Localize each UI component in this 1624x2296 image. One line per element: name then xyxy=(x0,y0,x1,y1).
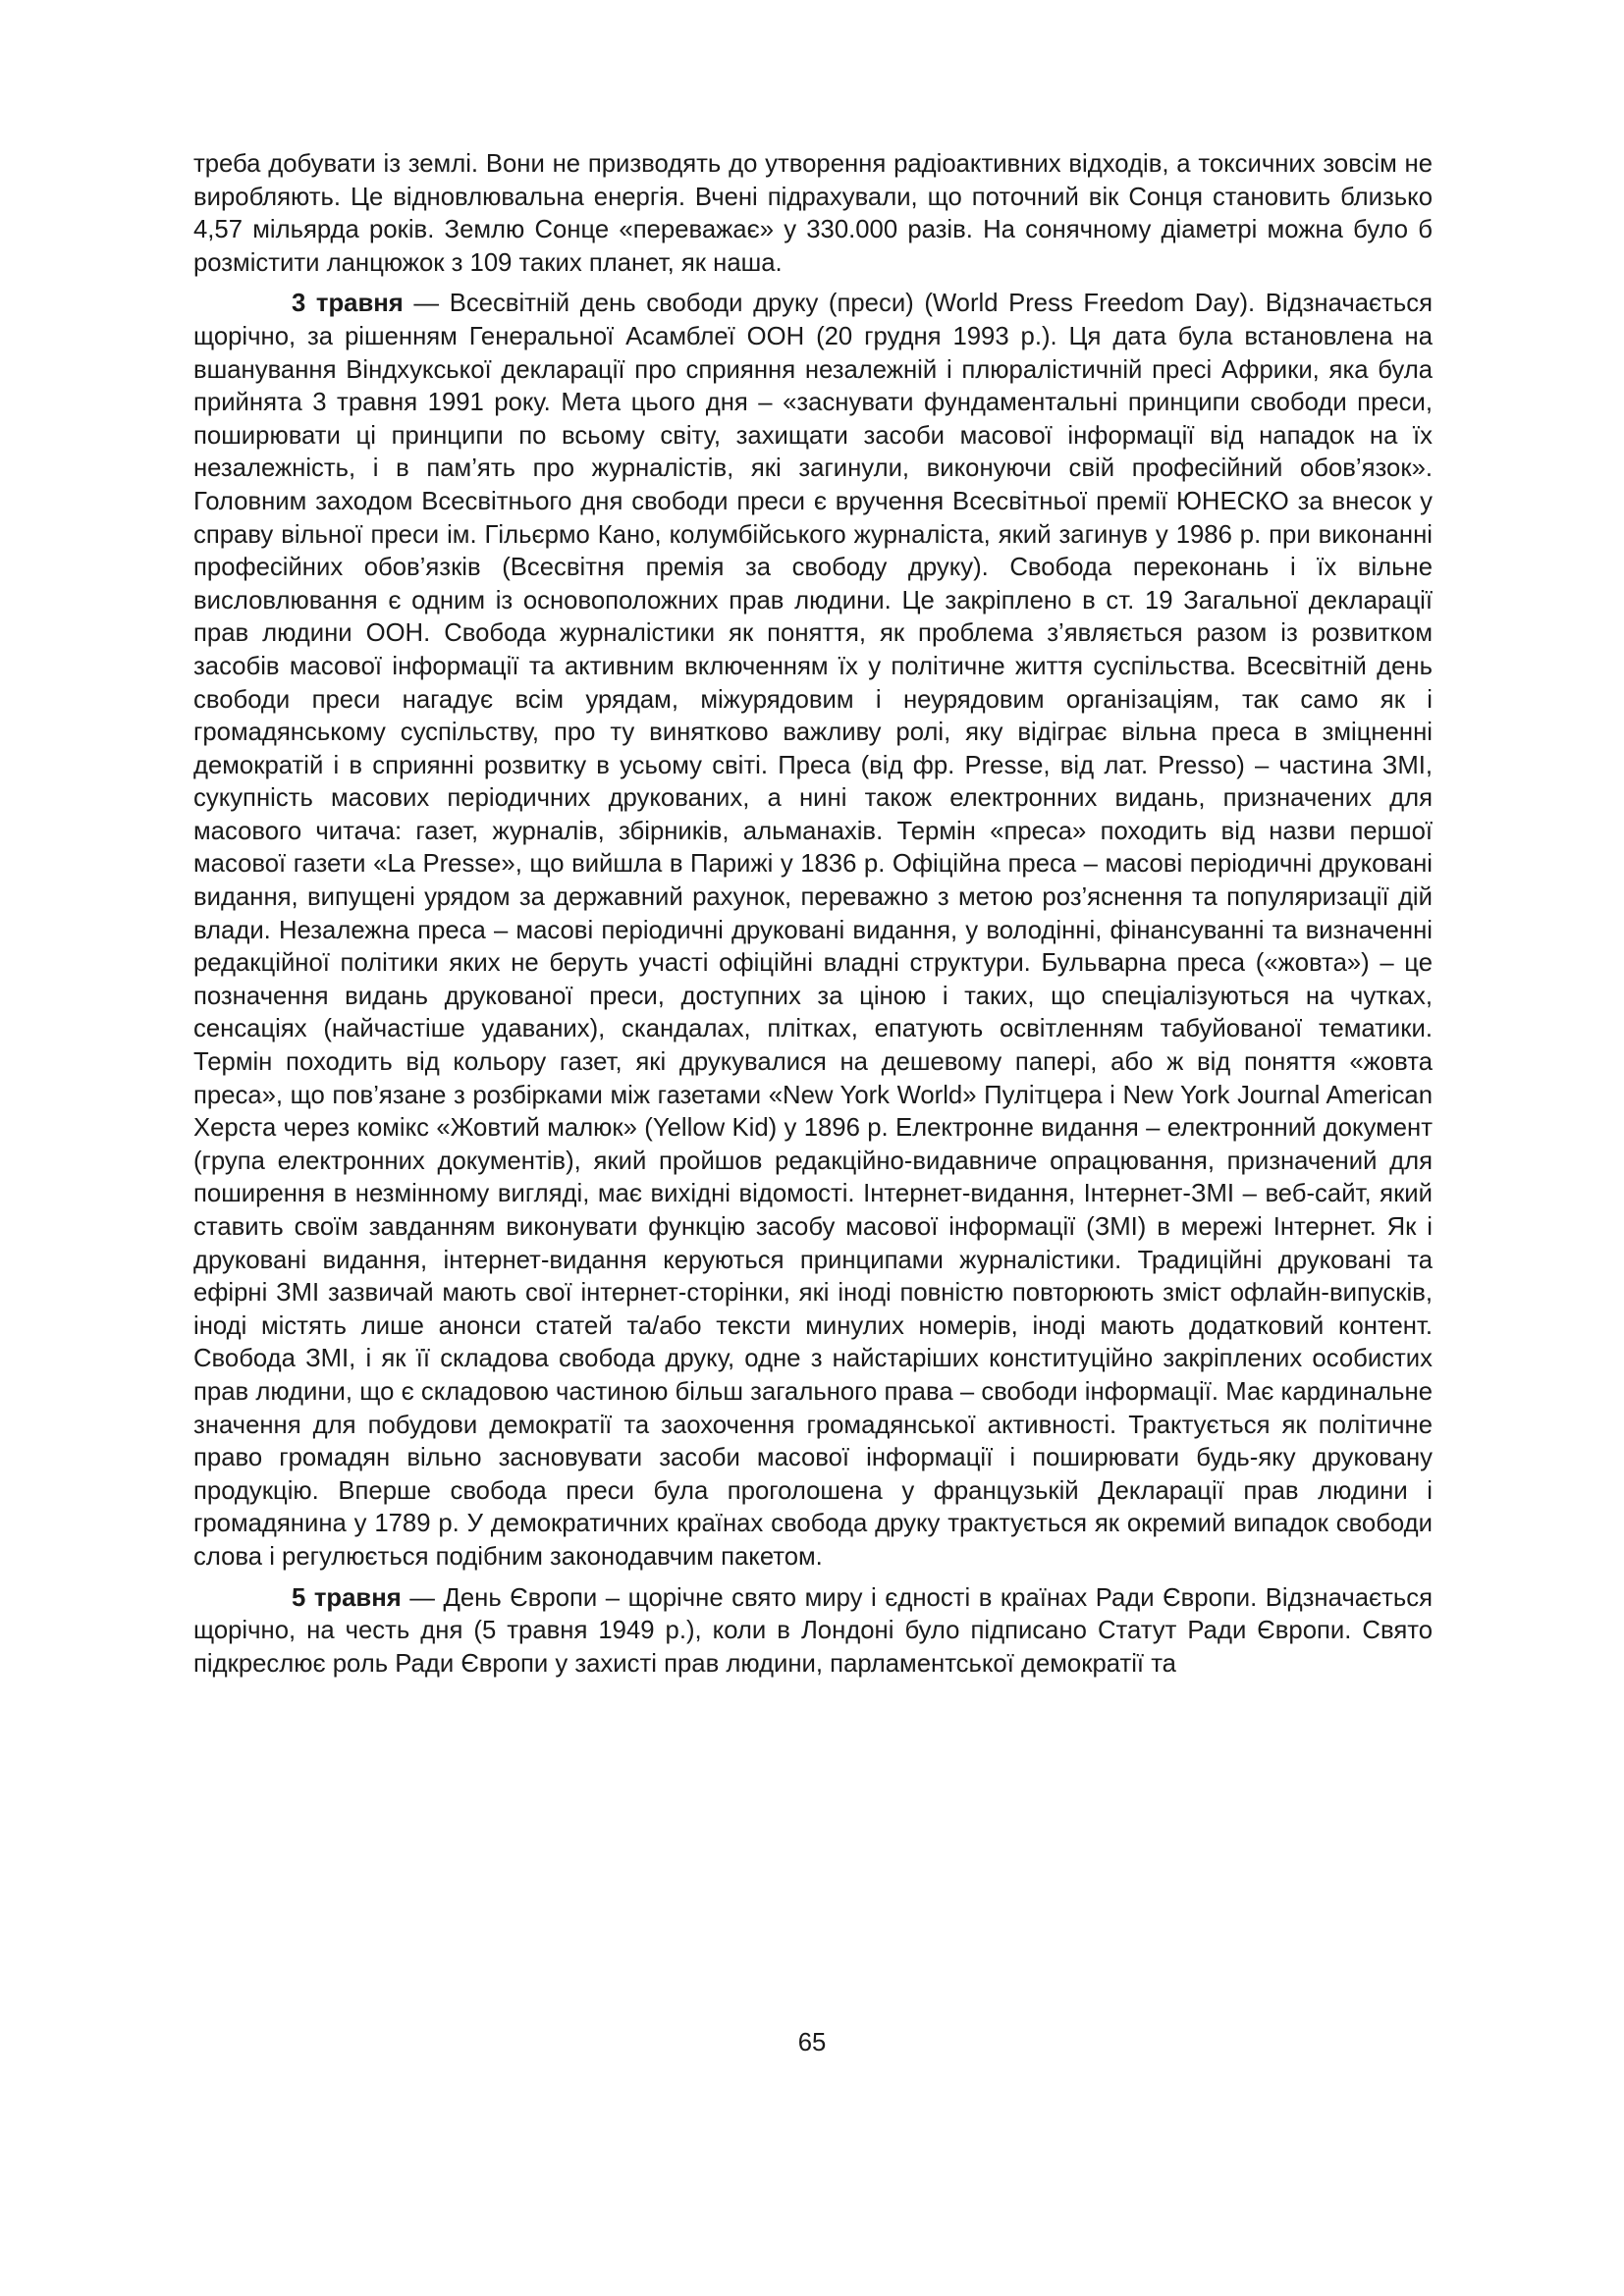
paragraph-press-freedom-day xyxy=(193,288,1433,1574)
paragraph-continuation xyxy=(193,148,1433,280)
paragraph-text: треба добувати із землі. Вони не призводять до утворення радіоактивних відходів, а токсичних зовсім не виробляють. Це відновлювальна енергія. Вчені підрахували, що поточний вік Сонця становить близько 4,57 мільярда років. Землю Сонце «переважає» у 330.000 разів. На сонячному діаметрі можна було б розмістити ланцюжок з 109 таких планет, як наша. xyxy=(193,150,1433,277)
date-heading: 3 травня xyxy=(292,290,404,318)
paragraph-text: — День Європи – щорічне свято миру і єдності в країнах Ради Європи. Відзначається щорічно, на честь дня (5 травня 1949 р.), коли в Лондоні було підписано Статут Ради Європи. Свято підкреслює роль Ради Європи у захисті прав людини, парламентської демократії та xyxy=(193,1583,1433,1678)
page-number: 65 xyxy=(797,2029,827,2056)
date-heading: 5 травня xyxy=(292,1583,402,1612)
paragraph-europe-day xyxy=(193,1582,1433,1682)
paragraph-text: — Всесвітній день свободи друку (преси) (World Press Freedom Day). Відзначається щорічно, за рішенням Генеральної Асамблеї ООН (20 грудня 1993 р.). Ця дата була встановлена на вшанування Віндхукської декларації про сприяння незалежній і плюралістичній пресі Африки, яка була прийнята 3 травня 1991 року. Мета цього дня – «заснувати фундаментальні принципи свободи преси, поширювати ці принципи по всьому світу, захищати засоби масової інформації від нападок на їх незалежність, і в пам’ять про журналістів, які загинули, виконуючи свій професійний обов’язок». Головним заходом Всесвітнього дня свободи преси є вручення Всесвітньої премії ЮНЕСКО за внесок у справу вільної преси ім. Гільєрмо Кано, колумбійського журналіста, який загинув у 1986 р. при виконанні професійних обов’язків (Всесвітня премія за свободу друку). Свобода переконань і їх вільне висловлювання є одним із основоположних прав людини. Це закріплено в ст. 19 Загальної декларації прав людини ООН. Свобода журналістики як поняття, як проблема з’являється разом із розвитком засобів масової інформації та активним включенням їх у політичне життя суспільства. Всесвітній день свободи преси нагадує всім урядам, міжурядовим і неурядовим організаціям, так само як і громадянському суспільству, про ту винятково важливу ролі, яку відіграє вільна преса в зміцненні демократій і в сприянні розвитку в усьому світі. Преса (від фр. Presse, від лат. Presso) – частина ЗМІ, сукупність масових періодичних друкованих, а нині також електронних видань, призначених для масового читача: газет, журналів, збірників, альманахів. Термін «преса» походить від назви першої масової газети «La Presse», що вийшла в Парижі у 1836 р. Офіційна преса – масові періодичні друковані видання, випущені урядом за державний рахунок, переважно з метою роз’яснення та популяризації дій влади. Незалежна преса – масові періодичні друковані видання, у володінні, фінансуванні та визначенні редакційної політики яких не беруть участі офіційні владні структури. Бульварна преса («жовта») – це позначення видань друкованої преси, доступних за ціною і таких, що спеціалізуються на чутках, сенсаціях (найчастіше удаваних), скандалах, плітках, епатують освітленням табуйованої тематики. Термін походить від кольору газет, які друкувалися на дешевому папері, або ж від поняття «жовта преса», що пов’язане з розбірками між газетами «New York World» Пулітцера і New York Journal American Херста через комікс «Жовтий малюк» (Yellow Kid) у 1896 р. Електронне видання – електронний документ (група електронних документів), який пройшов редакційно-видавниче опрацювання, призначений для поширення в незмінному вигляді, має вихідні відомості. Інтернет-видання, Інтернет-ЗМІ – веб-сайт, який ставить своїм завданням виконувати функцію засобу масової інформації (ЗМІ) в мережі Інтернет. Як і друковані видання, інтернет-видання керуються принципами журналістики. Традиційні друковані та ефірні ЗМІ зазвичай мають свої інтернет-сторінки, які іноді повністю повторюють зміст офлайн-випусків, іноді містять лише анонси статей та/або тексти минулих номерів, іноді мають додатковий контент. Свобода ЗМІ, і як її складова свобода друку, одне з найстаріших конституційно закріплених особистих прав людини, що є складовою частиною більш загального права – свободи інформації. Має кардинальне значення для побудови демократії та заохочення громадянської активності. Трактується як політичне право громадян вільно засновувати засоби масової інформації і поширювати будь-яку друковану продукцію. Вперше свобода преси була проголошена у французькій Декларації прав людини і громадянина у 1789 р. У демократичних країнах свобода друку трактується як окремий випадок свободи слова і регулюється подібним законодавчим пакетом. xyxy=(193,290,1433,1571)
page-body xyxy=(193,148,1433,1688)
